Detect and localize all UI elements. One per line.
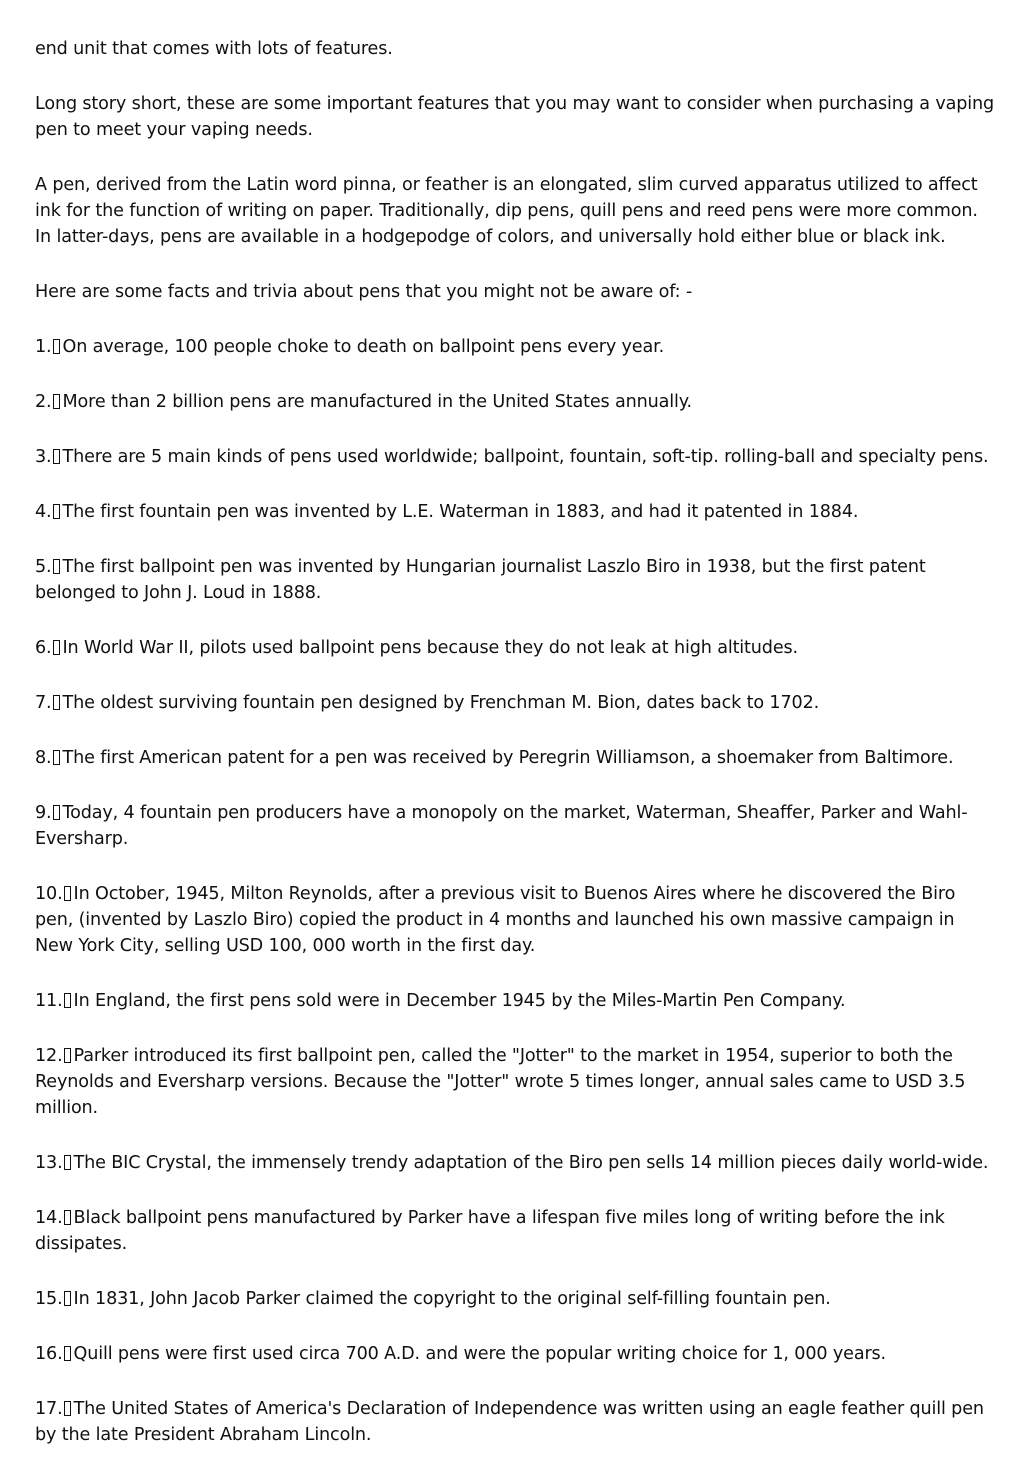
missing-glyph-box bbox=[64, 1048, 71, 1063]
missing-glyph-box bbox=[64, 1401, 71, 1416]
missing-glyph-box bbox=[53, 805, 60, 820]
facts-list bbox=[35, 334, 995, 1448]
item-number: 8. bbox=[35, 748, 52, 768]
item-text: BIC Crystal, the immensely trendy adaptation of the Biro pen sells 14 million pieces daily world-wide. bbox=[111, 1153, 989, 1173]
missing-glyph-box bbox=[53, 695, 60, 710]
item-text: average, 100 people choke to death on ballpoint pens every year. bbox=[92, 337, 665, 357]
item-number: 10. bbox=[35, 884, 63, 904]
missing-glyph-box bbox=[53, 504, 60, 519]
item-number: 16. bbox=[35, 1344, 63, 1364]
list-item bbox=[35, 1286, 995, 1312]
list-item bbox=[35, 1150, 995, 1176]
item-lead: In bbox=[73, 884, 90, 904]
list-item bbox=[35, 499, 995, 525]
item-text: England, the first pens sold were in December 1945 by the Miles-Martin Pen Company. bbox=[95, 991, 846, 1011]
item-text: first American patent for a pen was received by Peregrin Williamson, a shoemaker from Baltimore. bbox=[100, 748, 954, 768]
list-item bbox=[35, 334, 995, 360]
list-item bbox=[35, 444, 995, 470]
item-lead: The bbox=[62, 693, 95, 713]
document-body bbox=[35, 36, 995, 1477]
item-number: 14. bbox=[35, 1208, 63, 1228]
item-lead: In bbox=[73, 1289, 90, 1309]
item-number: 6. bbox=[35, 638, 52, 658]
item-number: 2. bbox=[35, 392, 52, 412]
missing-glyph-box bbox=[53, 339, 60, 354]
item-text: are 5 main kinds of pens used worldwide; ballpoint, fountain, soft-tip. rolling-ball and specialty pens. bbox=[117, 447, 989, 467]
item-text: pens were first used circa 700 A.D. and were the popular writing choice for 1, 000 years. bbox=[117, 1344, 886, 1364]
missing-glyph-box bbox=[64, 1291, 71, 1306]
item-number: 1. bbox=[35, 337, 52, 357]
item-lead: Quill bbox=[73, 1344, 113, 1364]
item-lead: There bbox=[62, 447, 113, 467]
item-lead: The bbox=[73, 1153, 106, 1173]
item-text: first ballpoint pen was invented by Hungarian journalist Laszlo Biro in 1938, but the first patent belonged to John J. Loud in 1888. bbox=[35, 557, 926, 603]
item-number: 5. bbox=[35, 557, 52, 577]
item-text: The United States of America's Declaration of Independence was written using an eagle feather quill pen by the late President Abraham Lincoln. bbox=[35, 1399, 984, 1445]
list-item bbox=[35, 881, 995, 959]
item-number: 11. bbox=[35, 991, 63, 1011]
list-item bbox=[35, 1396, 995, 1448]
item-number: 4. bbox=[35, 502, 52, 522]
item-text: oldest surviving fountain pen designed by Frenchman M. Bion, dates back to 1702. bbox=[100, 693, 820, 713]
item-number: 15. bbox=[35, 1289, 63, 1309]
list-item bbox=[35, 1205, 995, 1257]
paragraph: Here are some facts and trivia about pens that you might not be aware of: - bbox=[35, 282, 693, 302]
item-lead: Black bbox=[73, 1208, 121, 1228]
item-lead: The bbox=[62, 748, 95, 768]
paragraph: end unit that comes with lots of features. bbox=[35, 39, 393, 59]
item-lead: On bbox=[62, 337, 88, 357]
list-item bbox=[35, 800, 995, 852]
list-item bbox=[35, 745, 995, 771]
list-item bbox=[35, 554, 995, 606]
missing-glyph-box bbox=[53, 640, 60, 655]
item-number: 17. bbox=[35, 1399, 63, 1419]
item-text: ballpoint pens manufactured by Parker have a lifespan five miles long of writing before the ink dissipates. bbox=[35, 1208, 945, 1254]
list-item bbox=[35, 635, 995, 661]
item-text: introduced its first ballpoint pen, called the "Jotter" to the market in 1954, superior to both the Reynolds and Eversharp versions. Because the "Jotter" wrote 5 times longer, annual sales came to USD 3.5 million. bbox=[35, 1046, 966, 1118]
list-item bbox=[35, 1043, 995, 1121]
missing-glyph-box bbox=[64, 1210, 71, 1225]
item-text: Today, 4 fountain pen producers have a monopoly on the market, Waterman, Sheaffer, Parker and Wahl-Eversharp. bbox=[35, 803, 968, 849]
item-lead: More bbox=[62, 392, 106, 412]
item-number: 12. bbox=[35, 1046, 63, 1066]
missing-glyph-box bbox=[64, 1346, 71, 1361]
item-lead: Parker bbox=[73, 1046, 129, 1066]
missing-glyph-box bbox=[53, 559, 60, 574]
item-number: 3. bbox=[35, 447, 52, 467]
item-number: 7. bbox=[35, 693, 52, 713]
item-text: first fountain pen was invented by L.E. Waterman in 1883, and had it patented in 1884. bbox=[100, 502, 859, 522]
list-item bbox=[35, 389, 995, 415]
missing-glyph-box bbox=[64, 886, 71, 901]
item-number: 13. bbox=[35, 1153, 63, 1173]
item-lead: In bbox=[62, 638, 79, 658]
paragraph: Long story short, these are some important features that you may want to consider when purchasing a vaping pen to meet your vaping needs. bbox=[35, 94, 994, 140]
missing-glyph-box bbox=[53, 750, 60, 765]
item-text: than 2 billion pens are manufactured in the United States annually. bbox=[110, 392, 692, 412]
missing-glyph-box bbox=[64, 993, 71, 1008]
paragraph: A pen, derived from the Latin word pinna, or feather is an elongated, slim curved apparatus utilized to affect ink for the function of writing on paper. Traditionally, dip pens, quill pens and reed pens were more common. In latter-days, pens are available in a hodgepodge of colors, and universally hold either blue or black ink. bbox=[35, 175, 978, 247]
list-item bbox=[35, 988, 995, 1014]
list-item bbox=[35, 1341, 995, 1367]
item-text: 1831, John Jacob Parker claimed the copyright to the original self-filling fountain pen. bbox=[95, 1289, 831, 1309]
item-lead: The bbox=[62, 502, 95, 522]
item-number: 9. bbox=[35, 803, 52, 823]
missing-glyph-box bbox=[53, 449, 60, 464]
item-text: World War II, pilots used ballpoint pens because they do not leak at high altitudes. bbox=[84, 638, 798, 658]
list-item bbox=[35, 690, 995, 716]
missing-glyph-box bbox=[64, 1155, 71, 1170]
item-lead: The bbox=[62, 557, 95, 577]
item-lead: In bbox=[73, 991, 90, 1011]
missing-glyph-box bbox=[53, 394, 60, 409]
item-text: October, 1945, Milton Reynolds, after a previous visit to Buenos Aires where he discovered the Biro pen, (invented by Laszlo Biro) copied the product in 4 months and launched his own massive campaign in New York City, selling USD 100, 000 worth in the first day. bbox=[35, 884, 956, 956]
